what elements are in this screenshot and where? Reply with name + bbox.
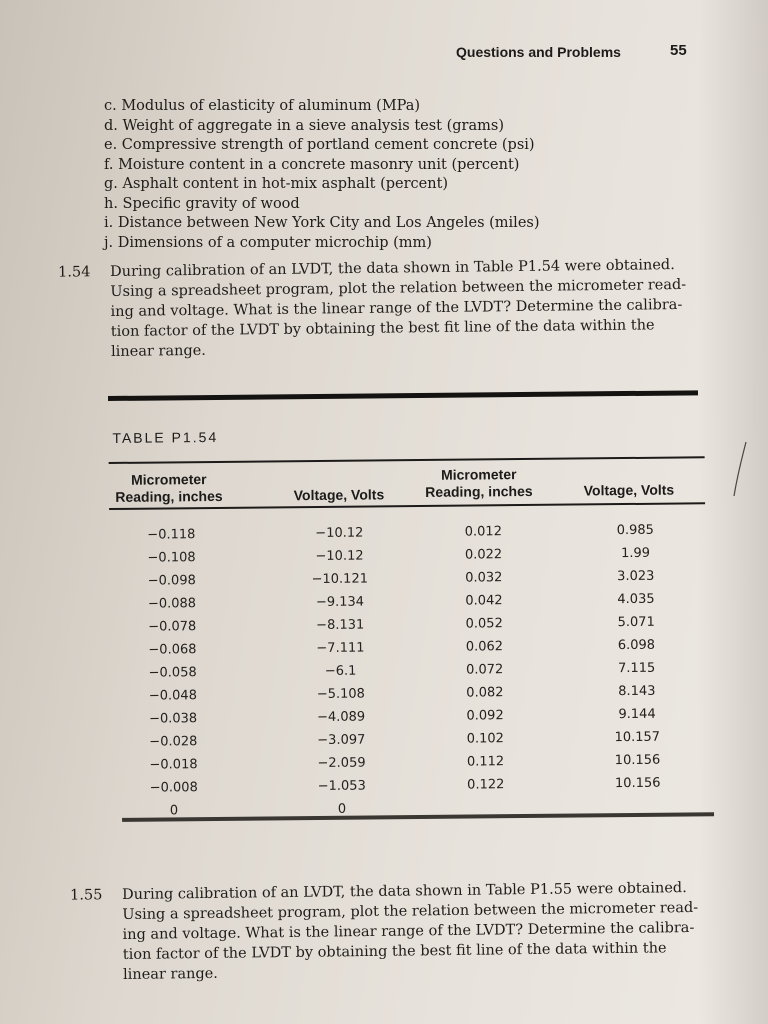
- table-cell: −0.118: [147, 527, 196, 543]
- table-cell: 0.042: [465, 593, 503, 609]
- table-cell: 0.092: [466, 708, 504, 724]
- list-item: f. Moisture content in a concrete masonry unit (percent): [104, 156, 520, 173]
- problem-text-line: During calibration of an LVDT, the data shown in Table P1.54 were obtained.: [110, 257, 675, 280]
- list-item: h. Specific gravity of wood: [104, 195, 300, 212]
- table-cell: −0.098: [147, 573, 196, 589]
- page-number: 55: [670, 42, 687, 59]
- table-cell: −0.008: [149, 780, 198, 796]
- list-item: j. Dimensions of a computer microchip (mm): [104, 234, 432, 251]
- table-cell: 10.156: [614, 775, 661, 792]
- table-cell: −0.078: [148, 619, 197, 635]
- problem-text-line: Using a spreadsheet program, plot the relation between the micrometer read-: [110, 276, 687, 300]
- table-cell: −0.048: [148, 688, 197, 704]
- table-column-voltage-pos: [575, 518, 698, 795]
- table-cell: −4.089: [316, 709, 366, 726]
- table-cell: −0.088: [147, 596, 197, 612]
- table-cell: 9.144: [618, 706, 656, 723]
- table-cell: −0.038: [148, 711, 198, 727]
- table-cell: 0.022: [464, 547, 503, 563]
- table-cell: −0.028: [149, 734, 198, 750]
- table-header-top-rule: [109, 456, 705, 464]
- table-cell: 0.985: [616, 522, 654, 539]
- table-cell: −1.053: [317, 778, 366, 795]
- problem-text-line: Using a spreadsheet program, plot the relation between the micrometer read-: [122, 899, 699, 923]
- table-cell: −6.1: [324, 663, 357, 679]
- table-cell: 6.098: [617, 637, 656, 654]
- problem-number: 1.54: [58, 264, 91, 281]
- running-header: Questions and Problems: [456, 44, 621, 60]
- pen-mark: [730, 440, 750, 500]
- table-cell: 0.052: [465, 616, 503, 632]
- table-cell: 0.062: [465, 639, 504, 655]
- table-cell: −0.058: [148, 665, 197, 681]
- problem-text-line: During calibration of an LVDT, the data shown in Table P1.55 were obtained.: [122, 880, 687, 903]
- table-cell: 0.102: [466, 731, 504, 747]
- table-cell: −10.12: [315, 525, 364, 542]
- table-cell: −7.111: [316, 640, 365, 657]
- list-item: g. Asphalt content in hot-mix asphalt (percent): [104, 176, 449, 192]
- table-cell: 0: [337, 801, 347, 817]
- column-header: Micrometer Reading, inches: [115, 471, 223, 505]
- table-cell: −8.131: [316, 617, 365, 634]
- table-cell: −0.068: [148, 642, 197, 658]
- table-column-reading-neg: [111, 523, 234, 823]
- table-cell: 7.115: [617, 660, 656, 677]
- table-cell: 10.156: [614, 752, 661, 769]
- problem-number: 1.55: [70, 887, 103, 904]
- table-cell: −5.108: [316, 686, 365, 703]
- table-cell: 4.035: [617, 591, 655, 608]
- page-shadow: [698, 0, 768, 1024]
- table-cell: 8.143: [618, 683, 656, 700]
- table-cell: −0.018: [149, 757, 198, 773]
- table-cell: 0.122: [467, 777, 505, 793]
- problem-1-54: [58, 255, 701, 362]
- problem-1-55: [70, 878, 715, 985]
- table-cell: 1.99: [620, 545, 651, 562]
- table-p1-54: [108, 390, 708, 836]
- column-header: Micrometer Reading, inches: [425, 466, 533, 500]
- list-item: d. Weight of aggregate in a sieve analysis test (grams): [104, 117, 504, 134]
- table-cell: 10.157: [614, 729, 661, 746]
- problem-text-line: linear range.: [123, 965, 218, 983]
- table-cell: −0.108: [147, 550, 196, 566]
- list-item: i. Distance between New York City and Los Angeles (miles): [104, 215, 540, 231]
- table-cell: 0.072: [465, 662, 504, 678]
- table-title: TABLE P1.54: [112, 428, 219, 446]
- table-cell: 0.032: [465, 570, 503, 586]
- table-cell: 0.082: [466, 685, 504, 701]
- list-item: c. Modulus of elasticity of aluminum (MPa): [104, 98, 421, 114]
- table-cell: −10.121: [311, 571, 369, 588]
- table-cell: 0.012: [464, 524, 503, 540]
- column-header: Voltage, Volts: [583, 481, 675, 499]
- table-cell: −9.134: [315, 594, 365, 611]
- table-cell: −3.097: [317, 732, 366, 749]
- table-cell: −2.059: [317, 755, 366, 772]
- table-cell: 3.023: [617, 568, 655, 585]
- problem-text-line: ing and voltage. What is the linear range of the LVDT? Determine the calibra-: [110, 297, 683, 320]
- table-column-voltage-neg: [279, 521, 402, 821]
- problem-subparts-list: [104, 97, 604, 253]
- table-cell: 0.112: [466, 754, 505, 770]
- table-cell: 5.071: [617, 614, 655, 631]
- problem-text-line: linear range.: [111, 342, 206, 360]
- problem-text-line: tion factor of the LVDT by obtaining the best fit line of the data within the: [110, 317, 655, 340]
- table-column-reading-pos: [423, 520, 546, 797]
- table-top-rule: [108, 390, 698, 401]
- column-header: Voltage, Volts: [293, 486, 385, 504]
- problem-text-line: tion factor of the LVDT by obtaining the best fit line of the data within the: [122, 940, 667, 963]
- problem-text-line: ing and voltage. What is the linear range of the LVDT? Determine the calibra-: [122, 920, 695, 943]
- list-item: e. Compressive strength of portland cement concrete (psi): [104, 137, 535, 153]
- table-cell: −10.12: [315, 548, 364, 565]
- table-cell: 0: [169, 803, 179, 819]
